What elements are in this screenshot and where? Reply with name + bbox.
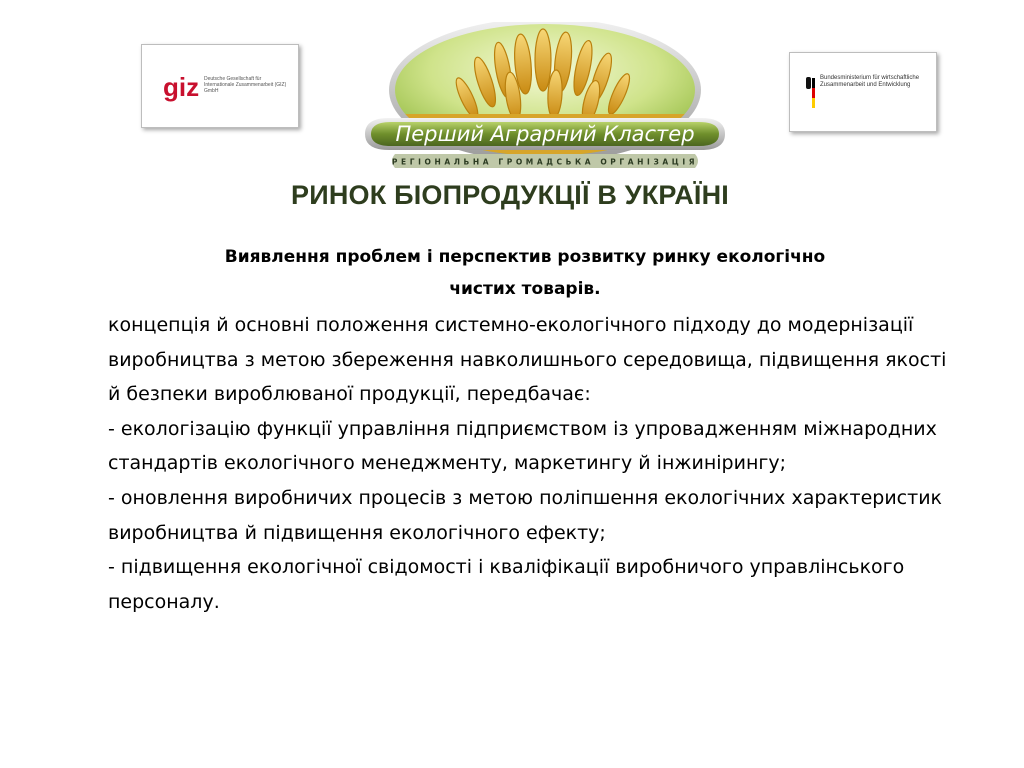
bmz-logo-text: Bundesministerium für wirtschaftliche Zusammenarbeit und Entwicklung (820, 75, 920, 88)
body-paragraph: - оновлення виробничих процесів з метою поліпшення екологічних характеристик виробництва й підвищення екологічного ефекту; (108, 486, 943, 544)
body-paragraph: - екологізацію функції управління підприємством із упровадженням міжнародних стандартів екологічного менеджменту, маркетингу й інжинірингу; (108, 417, 937, 475)
body-text (108, 308, 958, 619)
body-paragraph: концепція й основні положення системно-екологічного підходу до модернізації виробництва з метою збереження навколишнього середовища, підвищення якості й безпеки вироблюваної продукції, передбачає: (108, 314, 947, 406)
wheat-emblem-icon (355, 22, 735, 177)
bmz-logo (789, 52, 937, 132)
body-paragraph: - підвищення екологічної свідомості і кваліфікації виробничого управлінського персоналу. (108, 556, 905, 613)
giz-logo-word: giz (163, 72, 200, 102)
page-title: РИНОК БІОПРОДУКЦІЇ В УКРАЇНІ (291, 180, 729, 210)
german-eagle-flag-icon (806, 77, 811, 89)
giz-logo-text: Deutsche Gesellschaft für Internationale Zusammenarbeit (GIZ) GmbH (204, 76, 287, 94)
giz-logo (141, 44, 299, 128)
emblem-subtitle: РЕГІОНАЛЬНА ГРОМАДСЬКА ОРГАНІЗАЦІЯ (391, 157, 699, 167)
emblem-title: Перший Аграрний Кластер (395, 122, 695, 146)
subtitle (108, 241, 942, 305)
german-flag-icon (812, 78, 815, 108)
subtitle-line: Виявлення проблем і перспектив розвитку ринку екологічно (224, 247, 826, 267)
subtitle-line: чистих товарів. (449, 279, 601, 299)
